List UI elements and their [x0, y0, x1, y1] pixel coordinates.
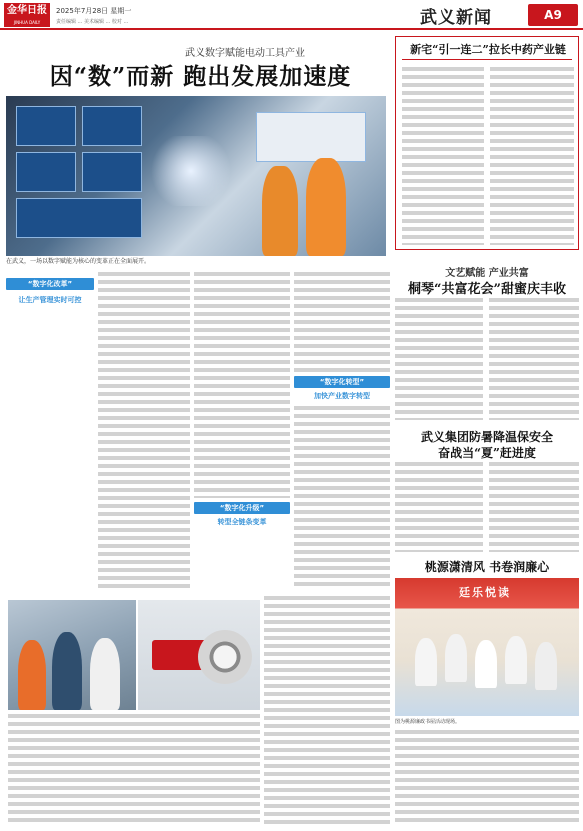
photo-screen — [16, 152, 76, 192]
lead-headline: 因“数”而新 跑出发展加速度 — [49, 63, 352, 90]
photo-display-board — [256, 112, 366, 162]
story4-headline: 桃源潇清风 书卷润廉心 — [424, 560, 550, 574]
tool-blade — [198, 630, 252, 684]
subhead-text: “数字化升级” — [219, 504, 265, 512]
boxed-story — [395, 36, 579, 250]
text-block — [294, 272, 390, 372]
photo-screen — [16, 198, 142, 238]
subhead-text: “数字化改革” — [27, 280, 73, 288]
lead-body-column — [194, 272, 290, 590]
title-rule — [402, 59, 572, 60]
story4-photo — [395, 578, 579, 716]
lead-kicker: 武义数字赋能电动工具产业 — [185, 48, 305, 59]
photo-person — [52, 632, 82, 710]
subhead-text: 让生产管理实时可控 — [18, 296, 82, 304]
photo-child — [475, 640, 497, 688]
page-number-text: A9 — [544, 8, 562, 22]
editor-credits: 责任编辑 ... 美术编辑 ... 校对 ... — [56, 19, 129, 25]
lead-photo-caption: 在武义，一场以数字赋能为核心的变革正在全面展开。 — [6, 258, 151, 265]
subhead-text: “数字化转型” — [319, 378, 365, 386]
lead-photo — [6, 96, 386, 256]
photo-banner-text: 廷乐悦读 — [459, 586, 511, 599]
photo-person — [18, 640, 46, 710]
lead-subhead — [194, 516, 290, 528]
text-block — [490, 67, 574, 245]
story3-subheadline: 奋战当“夏”赶进度 — [438, 446, 536, 460]
photo-child — [415, 638, 437, 686]
photo-screen — [16, 106, 76, 146]
masthead — [0, 0, 583, 30]
subhead-text: 加快产业数字转型 — [314, 392, 370, 400]
story4-caption: 图为桃源廉政书屋活动现场。 — [395, 719, 461, 725]
story3-body — [489, 462, 579, 552]
section-title: 武义新闻 — [420, 8, 492, 28]
product-photo — [138, 600, 260, 710]
text-block — [402, 67, 484, 245]
lead-subhead — [294, 376, 390, 388]
story3-body — [395, 462, 483, 552]
event-photo — [8, 600, 136, 710]
photo-screen — [82, 152, 142, 192]
lead-subhead — [294, 390, 390, 402]
newspaper-logo: 金华日报 — [4, 3, 50, 27]
story2-body — [489, 298, 579, 420]
lead-body-column — [294, 272, 390, 590]
story2-kicker: 文艺赋能 产业共富 — [445, 268, 529, 279]
story3-headline: 武义集团防暑降温保安全 — [420, 430, 553, 444]
photo-child — [445, 634, 467, 682]
photo-child — [535, 642, 557, 690]
worker-figure — [306, 158, 346, 256]
photo-child — [505, 636, 527, 684]
photo-screen — [82, 106, 142, 146]
text-block — [294, 406, 390, 590]
photo-person — [90, 638, 120, 710]
story4-body — [395, 730, 579, 824]
story2-body — [395, 298, 483, 420]
page-number — [528, 4, 578, 26]
logo-subtitle: JINHUA DAILY — [13, 20, 41, 25]
text-block — [194, 272, 290, 498]
lead-subhead — [6, 278, 94, 290]
subhead-text: 转型全链条变革 — [217, 518, 267, 526]
photo-glow — [146, 136, 236, 206]
boxed-story-headline: 新宅“引一连二”拉长中药产业链 — [410, 43, 566, 56]
story2-headline: 桐琴“共富花会”甜蜜庆丰收 — [408, 282, 566, 297]
lead-body-column — [98, 272, 190, 590]
lead-subhead — [6, 294, 94, 306]
lead-subhead — [194, 502, 290, 514]
lead-body-column — [6, 272, 94, 590]
worker-figure — [262, 166, 298, 256]
lead-body-bottom — [8, 714, 260, 824]
issue-date: 2025年7月28日 星期一 — [56, 7, 132, 15]
lead-body-bottom — [264, 596, 390, 824]
